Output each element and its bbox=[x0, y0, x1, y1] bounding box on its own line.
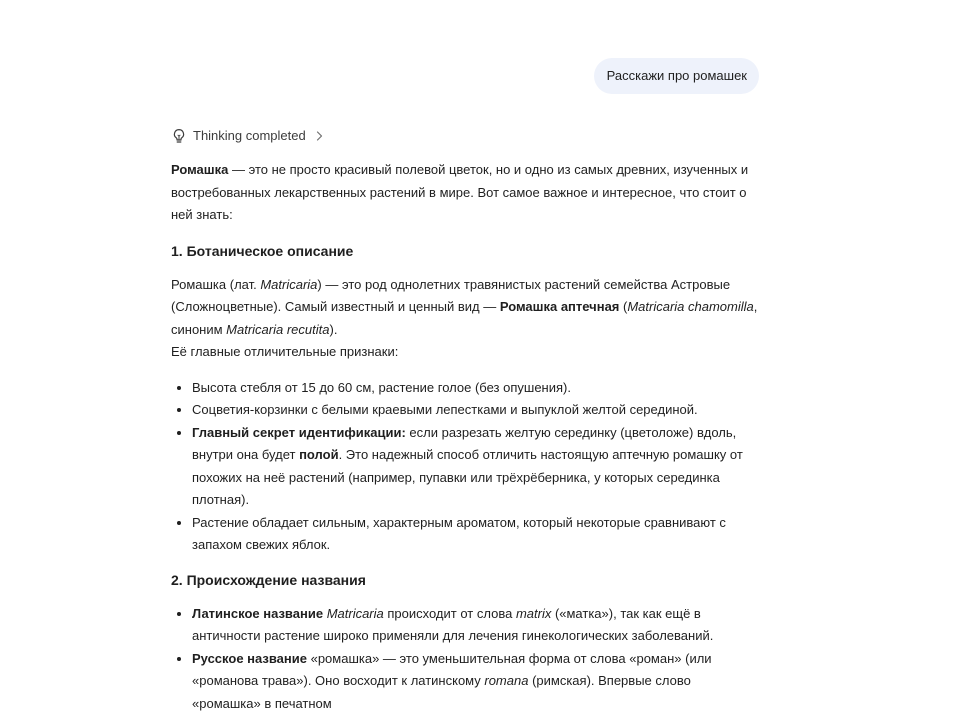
text-span: ( bbox=[619, 299, 628, 314]
text-span: («матка»), так как ещё в античности растение широко применяли для лечения гинекологических заболеваний. bbox=[192, 605, 714, 643]
list-item: • Соцветия-корзинки с белыми краевыми лепестками и выпуклой желтой серединой. bbox=[192, 399, 763, 422]
intro-bold: Ромашка bbox=[171, 162, 229, 177]
bold-word: полой bbox=[299, 447, 339, 462]
intro-text: — это не просто красивый полевой цветок, но и одно из самых древних, изученных и востребованных лекарственных растений в мире. Вот самое важное и интересное, что стоит о ней знать: bbox=[171, 162, 749, 222]
thinking-toggle[interactable] bbox=[171, 125, 763, 147]
latin-name: Matricaria bbox=[326, 605, 384, 621]
text-span: ) — это род однолетних травянистых растений семейства Астровые (Сложноцветные). Самый известный и ценный вид — bbox=[171, 276, 731, 314]
section-heading-name-origin: 2. Происхождение названия bbox=[171, 571, 366, 588]
text-span: Ромашка (лат. bbox=[171, 276, 261, 292]
list-item bbox=[192, 648, 763, 716]
latin-name: Matricaria chamomilla bbox=[627, 299, 754, 314]
text-span: (римская). Впервые слово «ромашка» в печатном bbox=[192, 673, 691, 711]
latin-name: Matricaria bbox=[260, 276, 318, 292]
list-item: • Высота стебля от 15 до 60 см, растение голое (без опушения). bbox=[192, 377, 763, 400]
user-message-text: Расскажи про ромашек bbox=[606, 68, 747, 83]
assistant-answer bbox=[171, 125, 763, 727]
text-span: , синоним bbox=[171, 299, 758, 337]
latin-word: romana bbox=[484, 673, 529, 688]
bold-label: Главный секрет идентификации: bbox=[192, 424, 406, 440]
list-item bbox=[192, 422, 763, 512]
chevron-right-icon bbox=[315, 130, 324, 142]
features-intro: Её главные отличительные признаки: bbox=[171, 344, 399, 359]
features-list bbox=[171, 377, 763, 557]
lightbulb-icon bbox=[171, 128, 187, 144]
latin-name: Matricaria recutita bbox=[226, 321, 330, 337]
latin-word: matrix bbox=[515, 605, 552, 621]
list-item bbox=[192, 603, 763, 648]
user-message-bubble bbox=[594, 58, 759, 94]
thinking-label: Thinking completed bbox=[193, 127, 306, 143]
list-item: • Растение обладает сильным, характерным ароматом, который некоторые сравнивают с запахом свежих яблок. bbox=[192, 512, 763, 557]
bold-label: Латинское название bbox=[192, 605, 324, 621]
intro-paragraph bbox=[171, 159, 763, 227]
text-span: ). bbox=[329, 321, 338, 337]
name-origin-list bbox=[171, 603, 763, 716]
species-name: Ромашка аптечная bbox=[499, 299, 620, 314]
text-span: . Это надежный способ отличить настоящую аптечную ромашку от похожих на неё растений (например, пупавки или трёхрёберника, у которых серединка плотная). bbox=[192, 447, 743, 507]
text-span: «ромашка» — это уменьшительная форма от слова «роман» (или «романова трава»). Оно восходит к латинскому bbox=[192, 650, 712, 688]
text-span: происходит от слова bbox=[383, 605, 516, 621]
bold-label: Русское название bbox=[192, 650, 307, 666]
text-span: если разрезать желтую серединку (цветоложе) вдоль, внутри она будет bbox=[192, 424, 737, 462]
botany-paragraph bbox=[171, 274, 763, 342]
section-heading-botany: 1. Ботаническое описание bbox=[171, 242, 354, 259]
